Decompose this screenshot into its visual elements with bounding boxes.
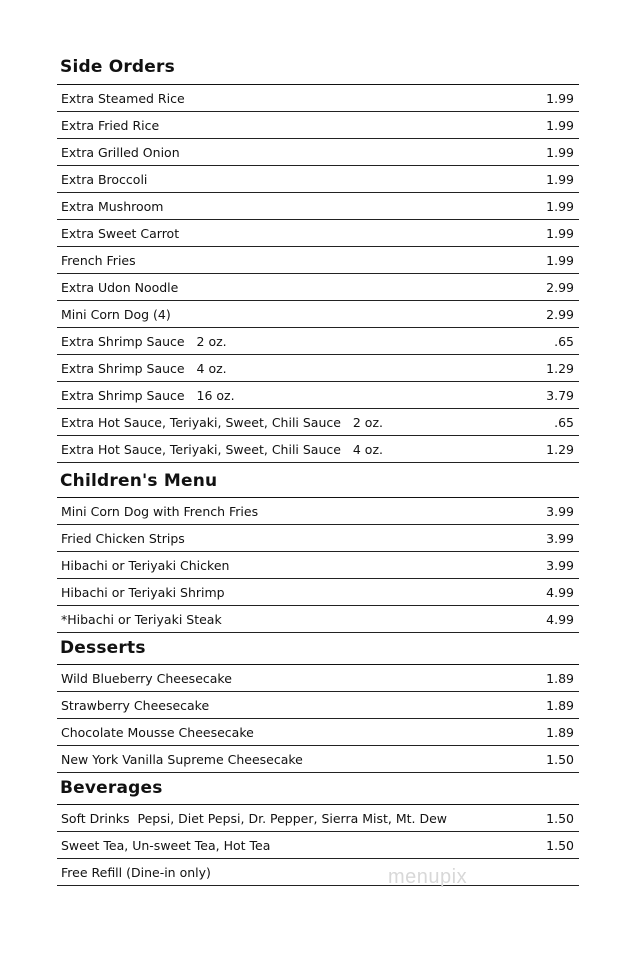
item-name: Extra Fried Rice [61, 117, 160, 133]
item-name: Extra Shrimp Sauce 4 oz. [61, 360, 227, 376]
item-price: 3.99 [546, 503, 574, 519]
item-name: Extra Broccoli [61, 171, 148, 187]
menu-item [57, 719, 579, 746]
item-price: 1.99 [546, 171, 574, 187]
menu-item [57, 436, 579, 463]
item-price: 3.79 [546, 387, 574, 403]
item-price: 1.50 [546, 837, 574, 853]
item-name: French Fries [61, 252, 136, 268]
menu-item [57, 664, 579, 692]
menu-item [57, 804, 579, 832]
item-name: New York Vanilla Supreme Cheesecake [61, 751, 303, 767]
menu-item [57, 84, 579, 112]
desserts-list [57, 664, 579, 773]
menu-item [57, 746, 579, 773]
menu-item [57, 497, 579, 525]
item-price: 1.50 [546, 751, 574, 767]
item-name: Wild Blueberry Cheesecake [61, 670, 232, 686]
menu-item [57, 247, 579, 274]
item-price: 1.99 [546, 198, 574, 214]
item-name: Extra Steamed Rice [61, 90, 185, 106]
item-price: 2.99 [546, 306, 574, 322]
item-name: Hibachi or Teriyaki Shrimp [61, 584, 225, 600]
watermark-logo: menupix [388, 866, 468, 888]
item-price: 4.99 [546, 584, 574, 600]
item-name: Strawberry Cheesecake [61, 697, 210, 713]
item-price: 3.99 [546, 557, 574, 573]
item-price: 1.29 [546, 441, 574, 457]
menu-item [57, 301, 579, 328]
item-price: 1.99 [546, 144, 574, 160]
section-title-desserts: Desserts [60, 638, 146, 658]
item-price: 1.99 [546, 252, 574, 268]
item-name: Extra Hot Sauce, Teriyaki, Sweet, Chili Sauce 4 oz. [61, 441, 383, 457]
menu-item [57, 112, 579, 139]
item-name: Free Refill (Dine-in only) [61, 864, 211, 880]
menu-item [57, 382, 579, 409]
section-title-beverages: Beverages [60, 778, 163, 798]
item-name: Extra Mushroom [61, 198, 164, 214]
item-name: Extra Grilled Onion [61, 144, 180, 160]
item-price: 1.89 [546, 670, 574, 686]
item-name: Soft Drinks Pepsi, Diet Pepsi, Dr. Pepper, Sierra Mist, Mt. Dew [61, 810, 448, 826]
item-price: 1.99 [546, 117, 574, 133]
item-price: 1.89 [546, 724, 574, 740]
menu-item [57, 606, 579, 633]
menu-item [57, 274, 579, 301]
item-name: Mini Corn Dog (4) [61, 306, 171, 322]
menu-item [57, 166, 579, 193]
item-name: Hibachi or Teriyaki Chicken [61, 557, 230, 573]
item-name: Fried Chicken Strips [61, 530, 185, 546]
section-title-side-orders: Side Orders [60, 57, 175, 77]
menu-item [57, 579, 579, 606]
item-price: 1.99 [546, 90, 574, 106]
beverages-list [57, 804, 579, 886]
menu-item [57, 139, 579, 166]
item-name: Extra Shrimp Sauce 2 oz. [61, 333, 227, 349]
item-name: *Hibachi or Teriyaki Steak [61, 611, 222, 627]
menu-item [57, 355, 579, 382]
item-name: Mini Corn Dog with French Fries [61, 503, 259, 519]
item-price: 1.29 [546, 360, 574, 376]
item-price: .65 [554, 333, 574, 349]
menu-item [57, 193, 579, 220]
item-name: Chocolate Mousse Cheesecake [61, 724, 254, 740]
menu-item [57, 859, 579, 886]
section-title-childrens-menu: Children's Menu [60, 471, 218, 491]
item-price: 1.99 [546, 225, 574, 241]
item-price: 1.89 [546, 697, 574, 713]
menu-item [57, 328, 579, 355]
item-price: .65 [554, 414, 574, 430]
menu-item [57, 525, 579, 552]
item-name: Extra Udon Noodle [61, 279, 179, 295]
item-name: Extra Sweet Carrot [61, 225, 180, 241]
item-price: 2.99 [546, 279, 574, 295]
item-name: Extra Hot Sauce, Teriyaki, Sweet, Chili Sauce 2 oz. [61, 414, 383, 430]
item-name: Extra Shrimp Sauce 16 oz. [61, 387, 235, 403]
menu-item [57, 409, 579, 436]
item-price: 3.99 [546, 530, 574, 546]
menu-item [57, 832, 579, 859]
menu-item [57, 692, 579, 719]
item-price: 4.99 [546, 611, 574, 627]
item-price: 1.50 [546, 810, 574, 826]
menu-item [57, 220, 579, 247]
side-orders-list [57, 84, 579, 463]
childrens-menu-list [57, 497, 579, 633]
menu-item [57, 552, 579, 579]
item-name: Sweet Tea, Un-sweet Tea, Hot Tea [61, 837, 271, 853]
